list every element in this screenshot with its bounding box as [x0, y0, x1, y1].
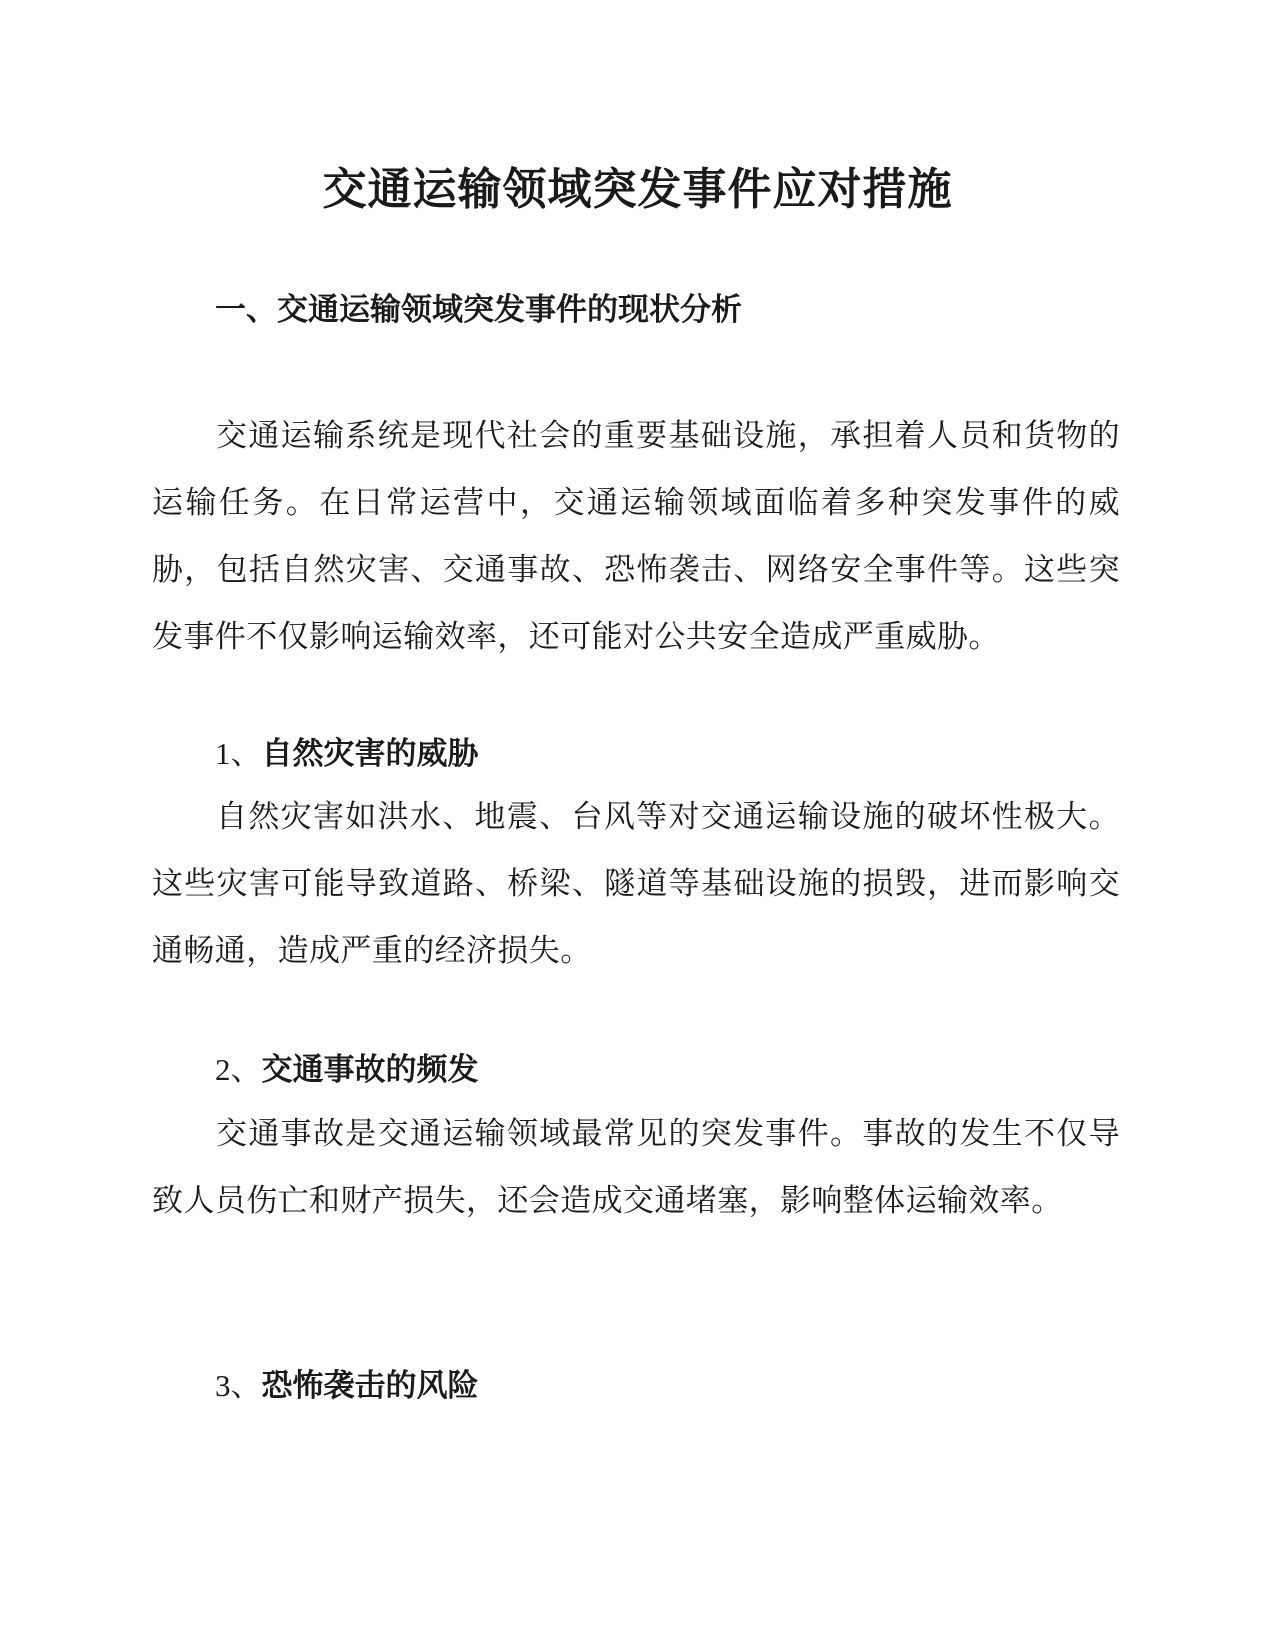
subsection-number-2: 2、 — [215, 1052, 262, 1087]
subsection-title-1: 自然灾害的威胁 — [261, 736, 479, 772]
subsection-title-3: 恐怖袭击的风险 — [261, 1368, 479, 1404]
section-1-intro-paragraph: 交通运输系统是现代社会的重要基础设施，承担着人员和货物的运输任务。在日常运营中，交通运输领域面临着多种突发事件的威胁，包括自然灾害、交通事故、恐怖袭击、网络安全事件等。这些突发事件不仅影响运输效率，还可能对公共安全造成严重威胁。 — [152, 418, 1120, 655]
subsection-1-paragraph: 自然灾害如洪水、地震、台风等对交通运输设施的破坏性极大。这些灾害可能导致道路、桥梁、隧道等基础设施的损毁，进而影响交通畅通，造成严重的经济损失。 — [152, 799, 1120, 969]
subsection-2-paragraph: 交通事故是交通运输领域最常见的突发事件。事故的发生不仅导致人员伤亡和财产损失，还会造成交通堵塞，影响整体运输效率。 — [152, 1116, 1120, 1219]
subsection-title-2: 交通事故的频发 — [261, 1052, 479, 1088]
document-title: 交通运输领域突发事件应对措施 — [322, 164, 953, 215]
section-heading-1: 一、交通运输领域突发事件的现状分析 — [215, 292, 742, 328]
subsection-heading-3 — [215, 1364, 479, 1408]
subsection-number-1: 1、 — [215, 736, 262, 771]
subsection-heading-2 — [215, 1048, 479, 1092]
subsection-heading-1 — [215, 732, 479, 776]
subsection-number-3: 3、 — [215, 1368, 262, 1403]
